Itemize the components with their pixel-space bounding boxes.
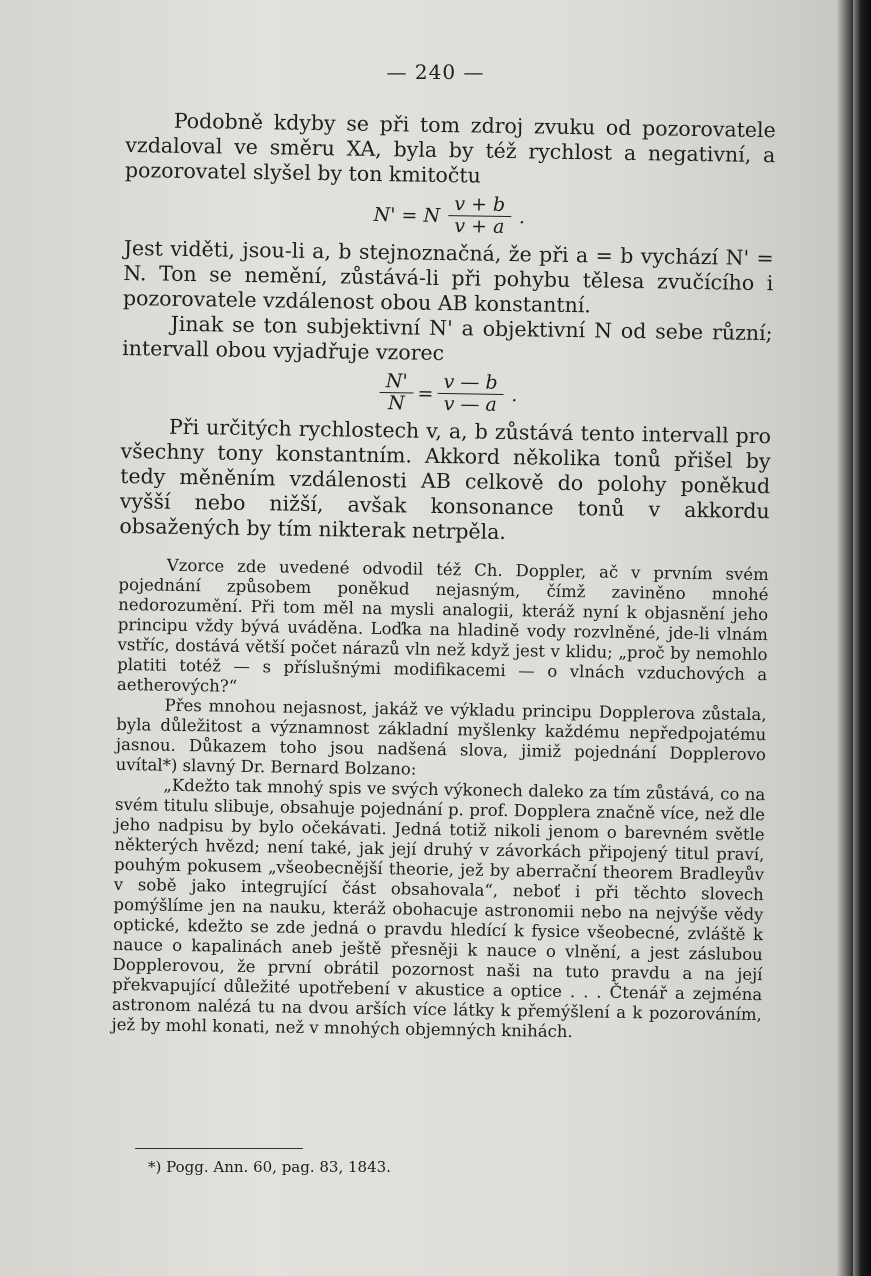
equation-2 — [121, 367, 772, 420]
equation-2-left-denominator: N — [387, 392, 405, 415]
book-spine — [853, 0, 871, 1276]
page-number: — 240 — — [386, 60, 485, 84]
equation-2-end: . — [511, 383, 518, 406]
equation-1-numerator: v + b — [448, 194, 511, 217]
paragraph-4: Při určitých rychlostech v, a, b zůstává tento intervall pro všechny tony konstantním. Akkord několika tonů přišel by tedy měněním vzdálenosti AB celkově do polohy poněkud vyšší nebo nižší, avšak konsonance tonů v akkordu obsažených by tím nikterak netrpěla. — [119, 414, 772, 545]
equation-1-end: . — [518, 205, 526, 228]
equation-1-lhs: N' = N — [373, 203, 441, 227]
equation-2-left-numerator: N' — [380, 371, 414, 394]
footnote: *) Pogg. Ann. 60, pag. 83, 1843. — [148, 1158, 391, 1176]
paragraph-3: Jinak se ton subjektivní N' a objektivní N od sebe různí; intervall obou vyjadřuje vzorec — [122, 311, 773, 366]
paragraph-1: Podobně kdyby se při tom zdroj zvuku od pozorovatele vzdaloval ve směru XA, byla by též rychlost a negativní, a pozorovatel slyšel by ton kmitočtu — [124, 108, 776, 188]
equation-2-right-fraction — [437, 372, 504, 416]
equation-2-right-numerator: v — b — [437, 372, 503, 395]
equation-2-right-denominator: v — a — [443, 393, 497, 416]
equation-1-fraction — [448, 194, 512, 238]
page-body — [111, 108, 775, 1045]
small-paragraph-2: Přes mnohou nejasnost, jakáž ve výkladu principu Dopplerova zůstala, byla důležitost a významnost základní myšlenky každému nepředpojatému jasnou. Důkazem toho jsou nadšená slova, jimiž pojednání Dopplerovo uvítal*) slavný Dr. Bernard Bolzano: — [115, 695, 767, 779]
footnote-divider — [135, 1148, 303, 1149]
equation-1-denominator: v + a — [454, 215, 505, 238]
equation-1 — [124, 189, 775, 242]
small-paragraph-3: „Kdežto tak mnohý spis ve svých výkonech daleko za tím zůstává, co na svém titulu slibuje, obsahuje pojednání p. prof. Dopplera značně více, než dle jeho nadpisu by bylo očekávati. Jedná totiž nikoli jenom o barevném světle některých hvězd; není také, jak její druhý v závorkách připojený titul praví, pouhým pokusem „všeobecnější theorie, jež by aberrační theorem Bradleyův v sobě jako integrující část obsahovala“, neboť i při těchto slovech pomýšlíme jen na nauku, kteráž obohacuje astronomii nebo na nejvýše vědy optické, kdežto se zde jedná o pravdu hledící k fysice všeobecné, zvláště k nauce o kapalinách aneb ještě přesněji k nauce o vlnění, a jest záslubou Dopplerovou, že první obrátil pozornost naši na tuto pravdu a na její překvapující důležité upotřebení v akustice a optice . . . Čtenář a zejména astronom nalézá tu na dvou arších více látky k přemýšlení a k pozorováním, jež by mohl konati, než v mnohých objemných knihách. — [111, 775, 766, 1042]
equation-2-left-fraction — [379, 371, 414, 415]
small-paragraph-1: Vzorce zde uvedené odvodil též Ch. Doppler, ač v prvním svém pojednání způsobem poněkud nejasným, čímž zaviněno mnohé nedorozumění. Při tom měl na mysli analogii, kteráž nyní k objasnění jeho principu vždy bývá uváděna. Loďka na hladině vody rozvlněné, jde-li vlnám vstříc, dostává větší počet nárazů vln než když jest v klidu; „proč by nemohlo platiti totéž — s příslušnými modifikacemi — o vlnách vzduchových a aetherových?“ — [116, 555, 769, 696]
paragraph-2: Jest viděti, jsou-li a, b stejnoznačná, že při a = b vychází N' = N. Ton se nemění, zůstává-li při pohybu tělesa zvučícího i pozorovatele vzdálenost obou AB konstantní. — [122, 235, 774, 318]
equation-2-equals: = — [417, 382, 434, 405]
